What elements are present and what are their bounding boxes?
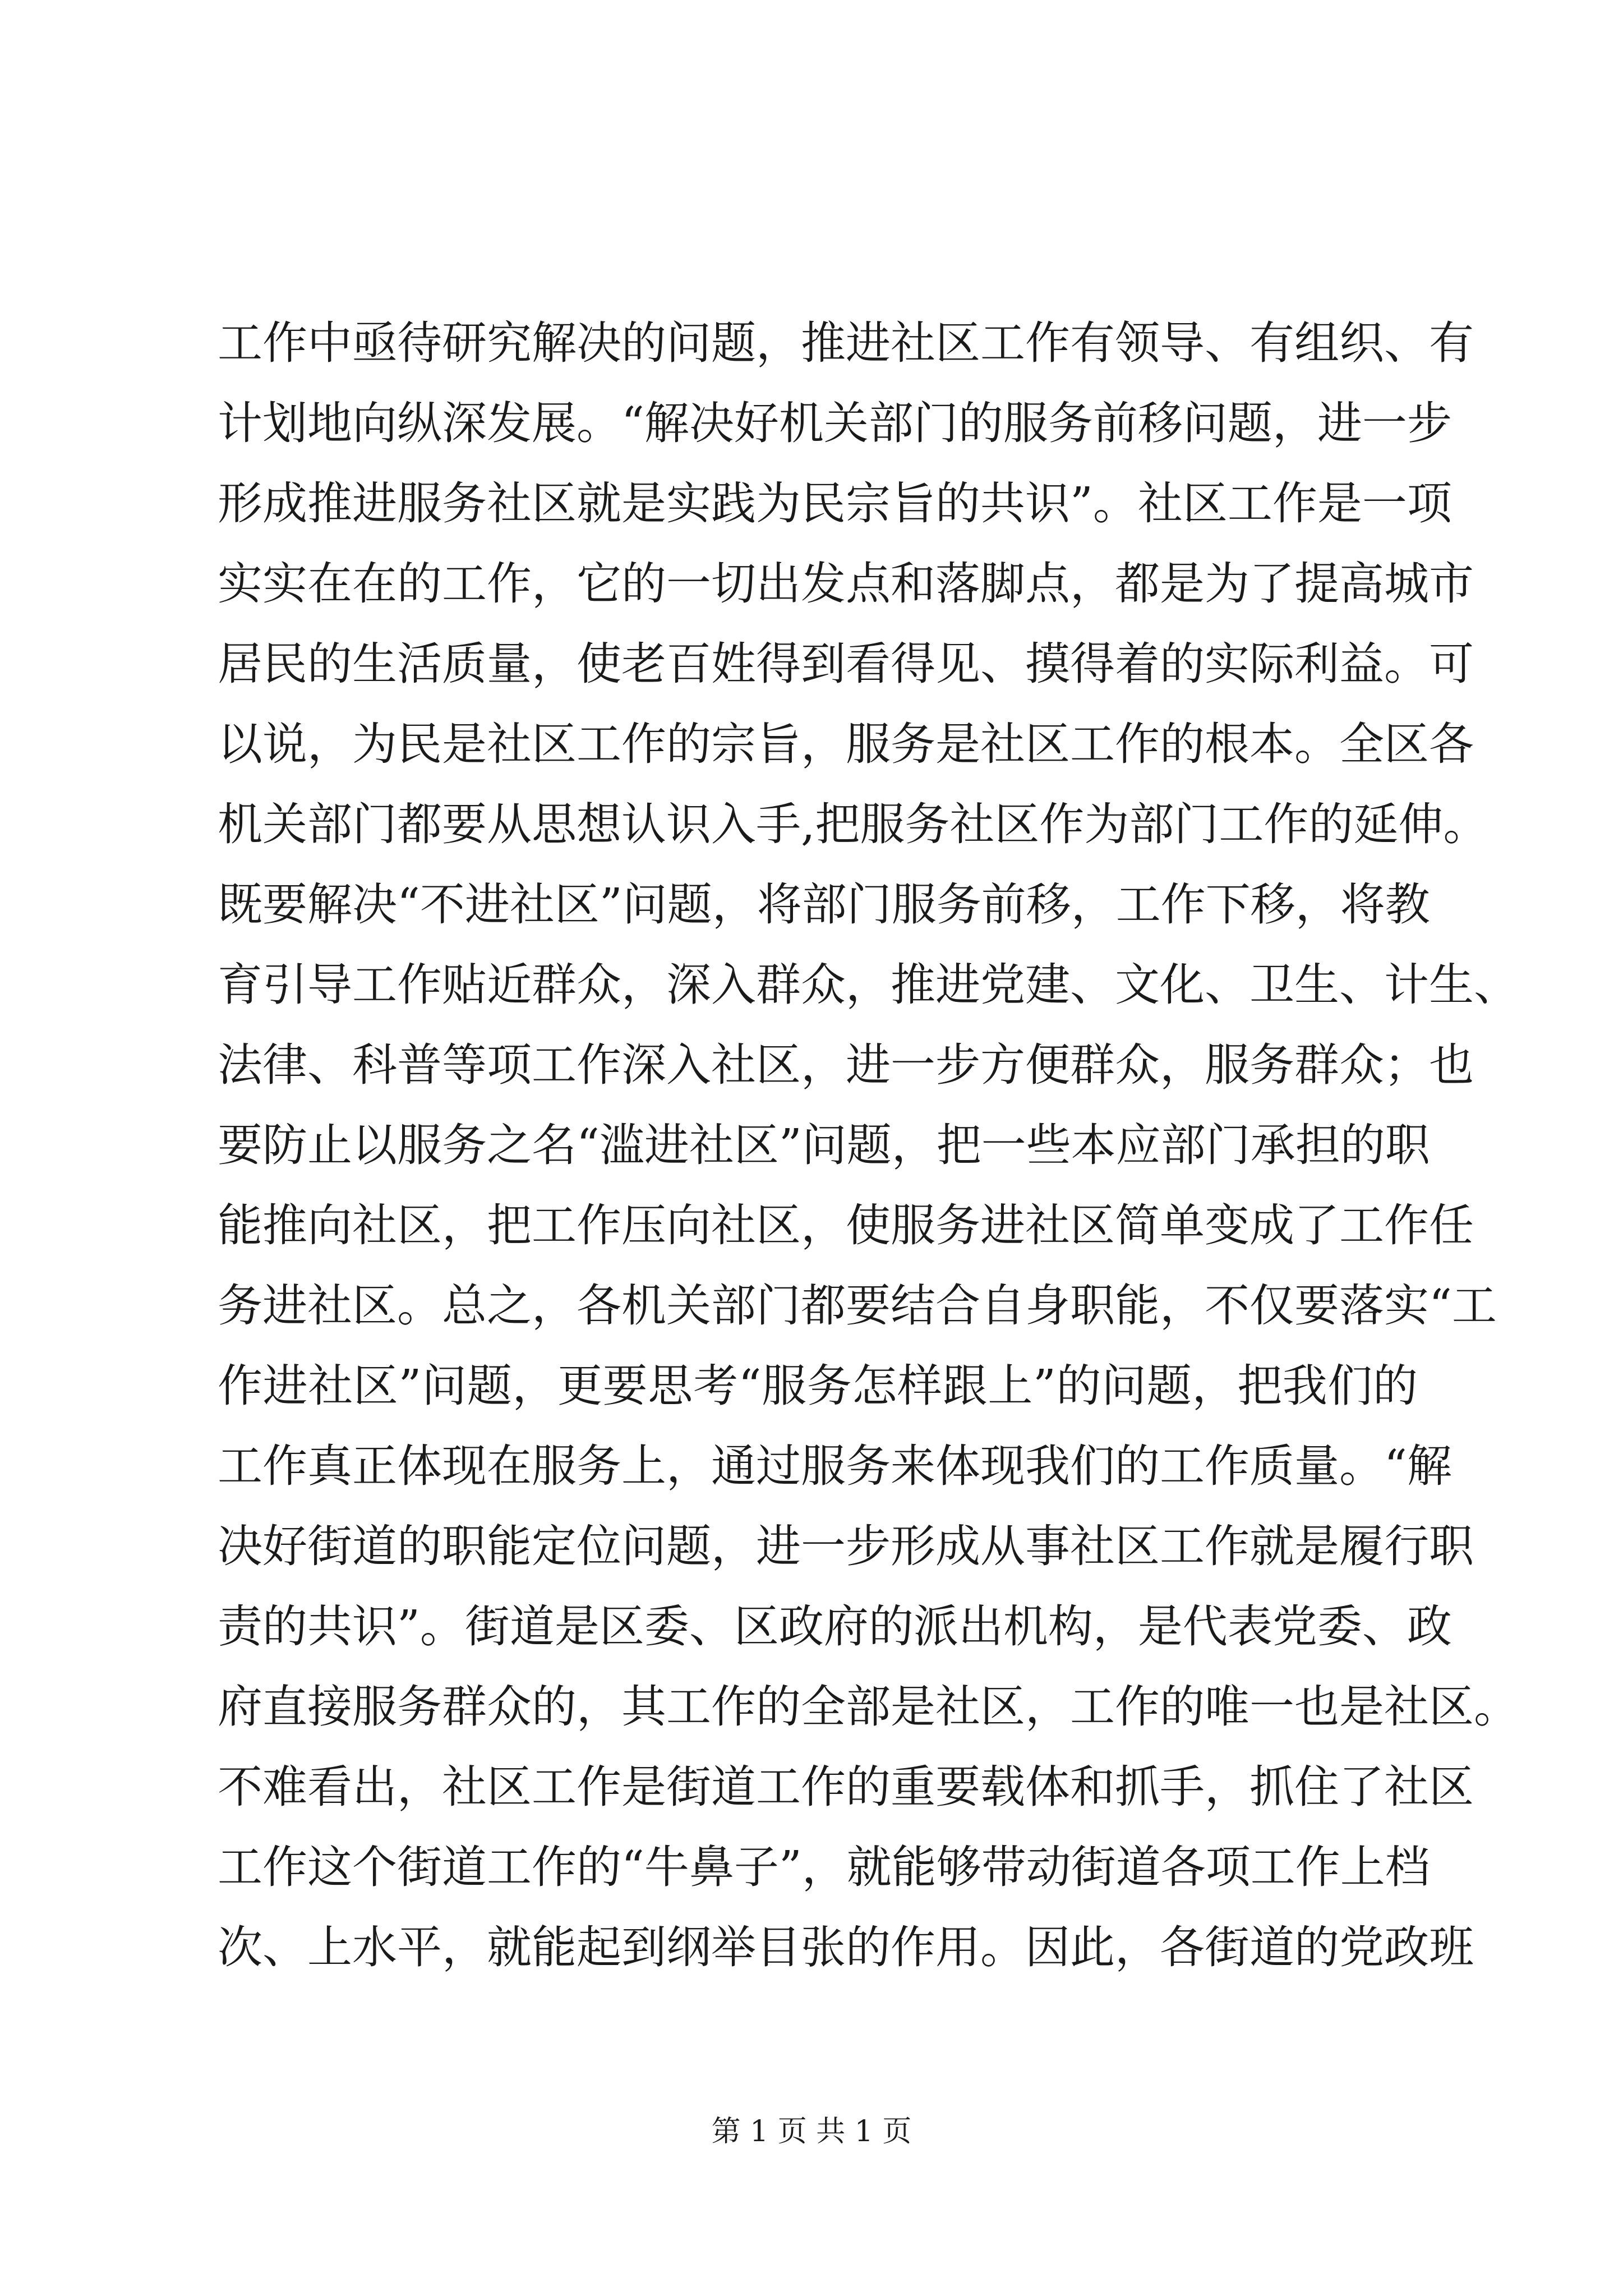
text-line: 形成推进服务社区就是实践为民宗旨的共识”。社区工作是一项 (218, 477, 1452, 530)
text-line: 居民的生活质量，使老百姓得到看得见、摸得着的实际利益。可 (218, 638, 1474, 690)
text-line: 能推向社区，把工作压向社区，使服务进社区简单变成了工作任 (218, 1199, 1474, 1251)
text-line: 机关部门都要从思想认识入手,把服务社区作为部门工作的延伸。 (218, 798, 1488, 850)
text-line: 实实在在的工作，它的一切出发点和落脚点，都是为了提高城市 (218, 558, 1474, 610)
page-footer (0, 2109, 1623, 2154)
text-line: 府直接服务群众的，其工作的全部是社区，工作的唯一也是社区。 (218, 1681, 1519, 1733)
text-line: 工作真正体现在服务上，通过服务来体现我们的工作质量。“解 (218, 1440, 1452, 1492)
text-line: 既要解决“不进社区”问题，将部门服务前移，工作下移，将教 (218, 878, 1430, 931)
text-line: 育引导工作贴近群众，深入群众，推进党建、文化、卫生、计生、 (218, 959, 1519, 1011)
text-line: 工作中亟待研究解决的问题，推进社区工作有领导、有组织、有 (218, 317, 1474, 369)
text-line: 次、上水平，就能起到纲举目张的作用。因此，各街道的党政班 (218, 1921, 1474, 1973)
body-text (218, 303, 1519, 1987)
text-line: 计划地向纵深发展。“解决好机关部门的服务前移问题，进一步 (218, 397, 1452, 449)
text-line: 责的共识”。街道是区委、区政府的派出机构，是代表党委、政 (218, 1600, 1452, 1653)
page-number-label: 第 1 页 共 1 页 (711, 2115, 912, 2148)
text-line: 不难看出，社区工作是街道工作的重要载体和抓手，抓住了社区 (218, 1761, 1474, 1813)
text-line: 工作这个街道工作的“牛鼻子”，就能够带动街道各项工作上档 (218, 1841, 1430, 1893)
text-line: 法律、科普等项工作深入社区，进一步方便群众，服务群众；也 (218, 1039, 1474, 1091)
text-line: 作进社区”问题，更要思考“服务怎样跟上”的问题，把我们的 (218, 1360, 1418, 1412)
text-line: 以说，为民是社区工作的宗旨，服务是社区工作的根本。全区各 (218, 718, 1474, 770)
text-line: 决好街道的职能定位问题，进一步形成从事社区工作就是履行职 (218, 1520, 1474, 1572)
text-line: 要防止以服务之名“滥进社区”问题，把一些本应部门承担的职 (218, 1119, 1430, 1171)
text-line: 务进社区。总之，各机关部门都要结合自身职能，不仅要落实“工 (218, 1280, 1497, 1332)
